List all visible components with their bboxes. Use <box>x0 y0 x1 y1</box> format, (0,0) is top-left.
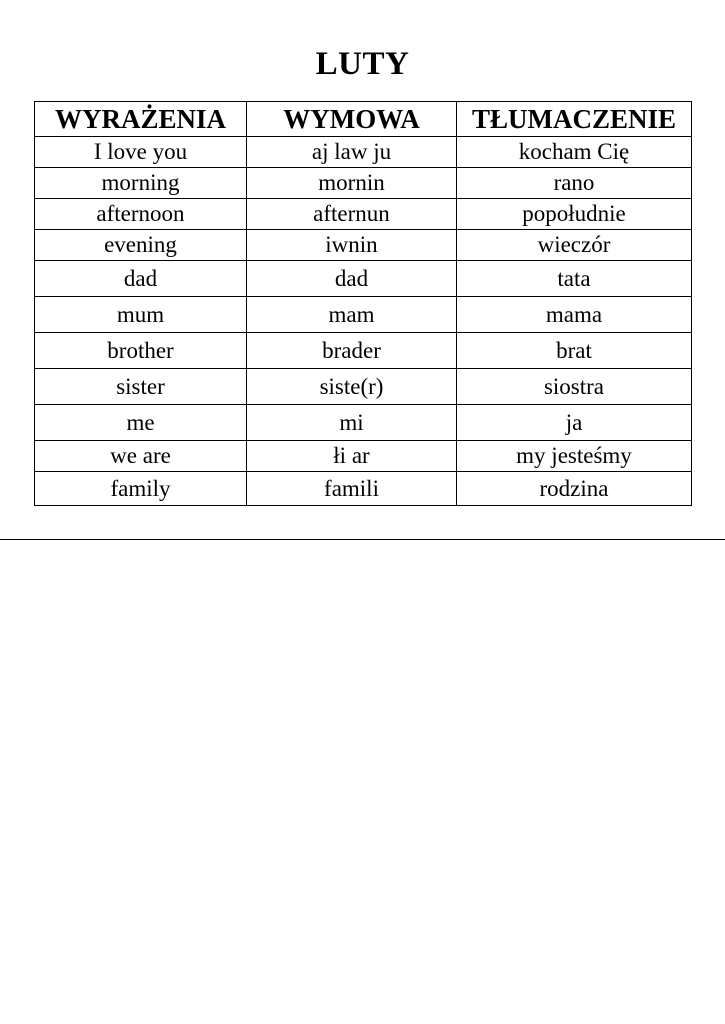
expression-cell: evening <box>35 230 247 261</box>
translation-cell: rodzina <box>457 472 692 506</box>
translation-cell: popołudnie <box>457 199 692 230</box>
table-row <box>35 199 692 230</box>
table-row <box>35 137 692 168</box>
table-row <box>35 168 692 199</box>
expression-cell: sister <box>35 369 247 405</box>
header-expressions: WYRAŻENIA <box>35 102 247 137</box>
translation-cell: siostra <box>457 369 692 405</box>
expression-cell: brother <box>35 333 247 369</box>
pronunciation-cell: afternun <box>247 199 457 230</box>
page-title: LUTY <box>315 46 410 82</box>
pronunciation-cell: mornin <box>247 168 457 199</box>
table-row <box>35 297 692 333</box>
expression-cell: I love you <box>35 137 247 168</box>
translation-cell: wieczór <box>457 230 692 261</box>
translation-cell: ja <box>457 405 692 441</box>
translation-cell: tata <box>457 261 692 297</box>
pronunciation-cell: famili <box>247 472 457 506</box>
expression-cell: we are <box>35 441 247 472</box>
pronunciation-cell: dad <box>247 261 457 297</box>
table-header-row <box>35 102 692 137</box>
pronunciation-cell: brader <box>247 333 457 369</box>
expression-cell: morning <box>35 168 247 199</box>
pronunciation-cell: iwnin <box>247 230 457 261</box>
expression-cell: mum <box>35 297 247 333</box>
table-row <box>35 333 692 369</box>
vocabulary-table <box>34 101 692 506</box>
translation-cell: my jesteśmy <box>457 441 692 472</box>
pronunciation-cell: siste(r) <box>247 369 457 405</box>
table-row <box>35 405 692 441</box>
header-pronunciation: WYMOWA <box>247 102 457 137</box>
expression-cell: family <box>35 472 247 506</box>
table-row <box>35 261 692 297</box>
translation-cell: mama <box>457 297 692 333</box>
expression-cell: me <box>35 405 247 441</box>
translation-cell: brat <box>457 333 692 369</box>
translation-cell: rano <box>457 168 692 199</box>
translation-cell: kocham Cię <box>457 137 692 168</box>
pronunciation-cell: aj law ju <box>247 137 457 168</box>
header-translation: TŁUMACZENIE <box>457 102 692 137</box>
table-row <box>35 369 692 405</box>
table-row <box>35 230 692 261</box>
pronunciation-cell: mam <box>247 297 457 333</box>
pronunciation-cell: łi ar <box>247 441 457 472</box>
expression-cell: afternoon <box>35 199 247 230</box>
pronunciation-cell: mi <box>247 405 457 441</box>
expression-cell: dad <box>35 261 247 297</box>
horizontal-divider <box>0 539 725 540</box>
table-row <box>35 472 692 506</box>
table-row <box>35 441 692 472</box>
